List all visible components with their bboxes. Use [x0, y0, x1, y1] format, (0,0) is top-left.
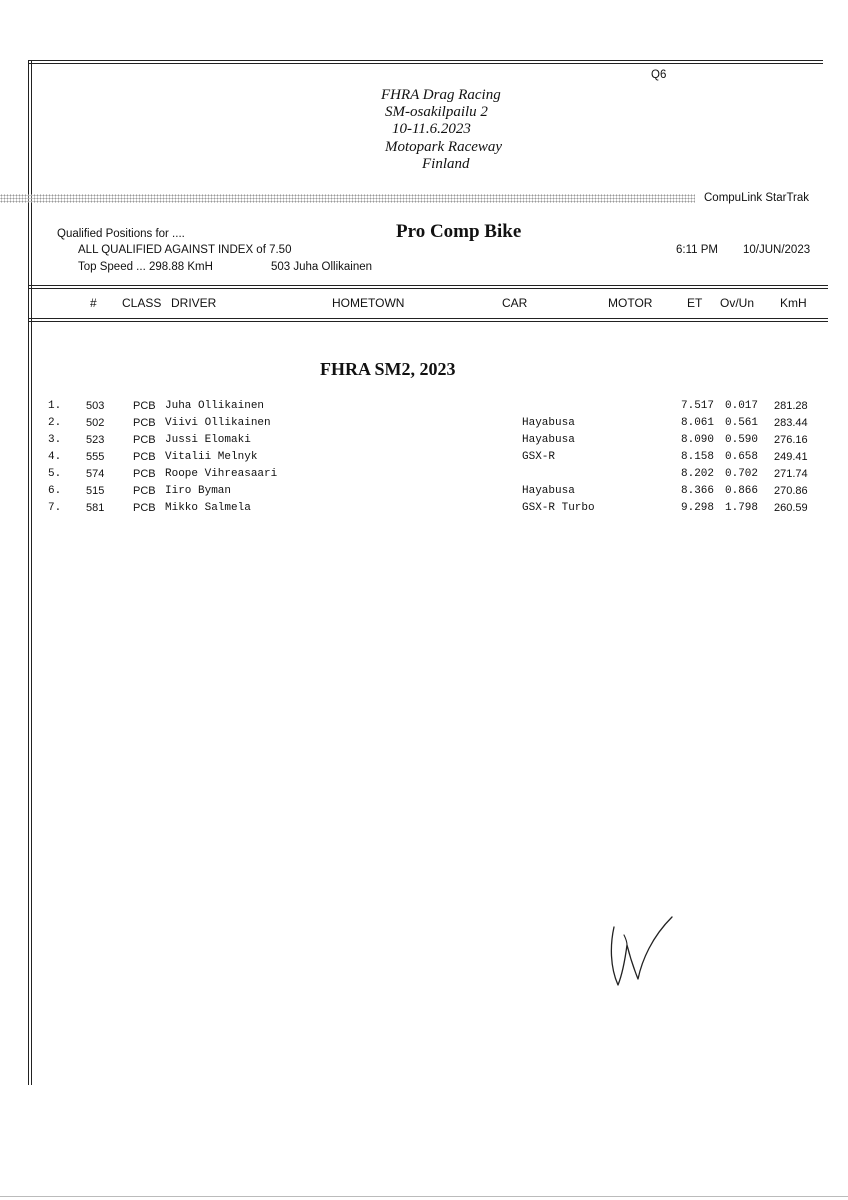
row-driver: Jussi Elomaki	[165, 434, 251, 446]
row-kmh: 271.74	[774, 468, 808, 480]
row-number: 503	[86, 400, 105, 412]
row-et: 9.298	[681, 502, 715, 514]
row-number: 515	[86, 485, 105, 497]
row-driver: Roope Vihreasaari	[165, 468, 278, 480]
row-class: PCB	[133, 502, 156, 514]
signature	[600, 905, 690, 995]
row-et: 8.158	[681, 451, 715, 463]
row-class: PCB	[133, 400, 156, 412]
row-position: 6.	[48, 485, 62, 497]
row-ov-un: 0.561	[725, 417, 759, 429]
row-driver: Vitalii Melnyk	[165, 451, 258, 463]
row-kmh: 276.16	[774, 434, 808, 446]
row-ov-un: 0.658	[725, 451, 759, 463]
col-driver: DRIVER	[171, 296, 217, 310]
page-bottom-edge	[0, 1196, 848, 1197]
row-kmh: 283.44	[774, 417, 808, 429]
top-speed-label: Top Speed ... 298.88 KmH	[78, 261, 213, 273]
row-car: Hayabusa	[522, 485, 575, 497]
qualified-positions-label: Qualified Positions for ....	[57, 228, 185, 240]
row-driver: Mikko Salmela	[165, 502, 251, 514]
row-number: 502	[86, 417, 105, 429]
row-car: Hayabusa	[522, 417, 575, 429]
qualifying-code: Q6	[651, 69, 667, 81]
report-date: 10/JUN/2023	[743, 244, 811, 256]
row-position: 1.	[48, 400, 62, 412]
row-class: PCB	[133, 417, 156, 429]
col-hometown: HOMETOWN	[332, 296, 405, 310]
header-rule-top	[28, 285, 828, 286]
row-car: GSX-R	[522, 451, 556, 463]
frame-left-border	[28, 60, 29, 1085]
col-car: CAR	[502, 296, 528, 310]
timing-system-label: CompuLink StarTrak	[704, 192, 810, 204]
row-class: PCB	[133, 434, 156, 446]
row-kmh: 270.86	[774, 485, 808, 497]
row-ov-un: 0.590	[725, 434, 759, 446]
event-country: Finland	[422, 156, 470, 172]
row-ov-un: 1.798	[725, 502, 759, 514]
row-car: Hayabusa	[522, 434, 575, 446]
row-ov-un: 0.017	[725, 400, 759, 412]
class-title: Pro Comp Bike	[396, 221, 522, 242]
row-number: 555	[86, 451, 105, 463]
event-title: FHRA Drag Racing	[381, 87, 501, 103]
row-ov-un: 0.702	[725, 468, 759, 480]
table-row	[0, 502, 848, 518]
row-number: 574	[86, 468, 105, 480]
row-driver: Viivi Ollikainen	[165, 417, 271, 429]
row-driver: Juha Ollikainen	[165, 400, 265, 412]
col-ov-un: Ov/Un	[720, 296, 755, 310]
row-et: 7.517	[681, 400, 715, 412]
col-motor: MOTOR	[608, 296, 653, 310]
row-class: PCB	[133, 451, 156, 463]
table-row	[0, 417, 848, 433]
row-et: 8.202	[681, 468, 715, 480]
table-row	[0, 434, 848, 450]
row-et: 8.090	[681, 434, 715, 446]
report-time: 6:11 PM	[676, 244, 718, 256]
row-position: 2.	[48, 417, 62, 429]
header-rule-bottom	[28, 318, 828, 319]
row-class: PCB	[133, 485, 156, 497]
event-dates: 10-11.6.2023	[392, 121, 471, 137]
row-kmh: 281.28	[774, 400, 808, 412]
row-kmh: 249.41	[774, 451, 808, 463]
row-position: 5.	[48, 468, 62, 480]
event-venue: Motopark Raceway	[385, 139, 503, 155]
row-position: 4.	[48, 451, 62, 463]
header-rule-top-2	[28, 288, 828, 289]
row-et: 8.061	[681, 417, 715, 429]
row-number: 581	[86, 502, 105, 514]
col-kmh: KmH	[780, 296, 807, 310]
frame-left-border-inner	[31, 60, 32, 1085]
row-driver: Iiro Byman	[165, 485, 232, 497]
row-number: 523	[86, 434, 105, 446]
section-title: FHRA SM2, 2023	[320, 359, 456, 379]
row-position: 3.	[48, 434, 62, 446]
frame-top-border-inner	[28, 63, 823, 64]
top-speed-driver: 503 Juha Ollikainen	[271, 261, 373, 273]
row-et: 8.366	[681, 485, 715, 497]
col-number: #	[90, 296, 97, 310]
col-et: ET	[687, 296, 703, 310]
dotted-separator	[0, 194, 695, 203]
header-rule-bottom-2	[28, 321, 828, 322]
row-class: PCB	[133, 468, 156, 480]
table-row	[0, 451, 848, 467]
row-position: 7.	[48, 502, 62, 514]
index-line: ALL QUALIFIED AGAINST INDEX of 7.50	[78, 244, 292, 256]
table-row	[0, 485, 848, 501]
row-car: GSX-R Turbo	[522, 502, 595, 514]
table-row	[0, 468, 848, 484]
table-row	[0, 400, 848, 416]
frame-top-border	[28, 60, 823, 61]
event-subtitle: SM-osakilpailu 2	[385, 104, 488, 120]
row-ov-un: 0.866	[725, 485, 759, 497]
col-class: CLASS	[122, 296, 162, 310]
row-kmh: 260.59	[774, 502, 808, 514]
